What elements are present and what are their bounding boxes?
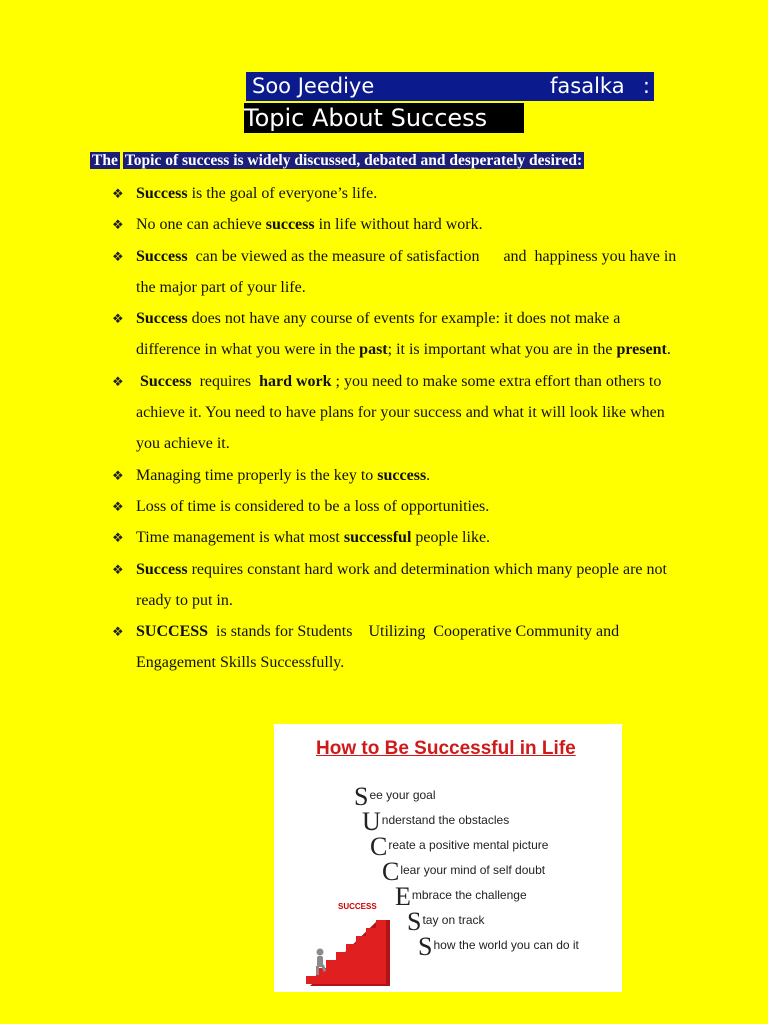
bold-term: successful (343, 529, 412, 547)
item-text: No one can achieve (136, 216, 266, 234)
acrostic-letter: U (362, 807, 381, 836)
list-item (112, 616, 682, 679)
infographic-title: How to Be Successful in Life (316, 738, 576, 759)
bold-term: Success (136, 310, 188, 328)
acrostic-text: reate a positive mental picture (388, 838, 549, 852)
bold-term: Success (136, 247, 188, 265)
bold-term: success (377, 466, 427, 484)
diamond-bullet-icon: ❖ (112, 248, 124, 264)
header-title-left: Soo Jeediye (246, 72, 522, 101)
acrostic-text: lear your mind of self doubt (400, 863, 546, 877)
diamond-bullet-icon: ❖ (112, 561, 124, 577)
success-infographic (274, 724, 622, 992)
acrostic-text: tay on track (422, 913, 485, 927)
intro-text: Topic of success is widely discussed, debated and desperately desired: (124, 152, 583, 169)
bold-term: SUCCESS (136, 623, 209, 641)
diamond-bullet-icon: ❖ (112, 373, 124, 389)
list-item (112, 460, 682, 491)
item-text: can be viewed as the measure of satisfaction and happiness you have in the major part of your life. (136, 247, 681, 296)
list-item (112, 491, 682, 522)
diamond-bullet-icon: ❖ (112, 186, 124, 201)
staircase-illustration (304, 910, 396, 986)
item-text: people like. (411, 529, 491, 547)
item-text: Time management is what most (136, 529, 344, 547)
item-text: requires (191, 372, 260, 390)
success-bullet-list (112, 178, 682, 679)
item-text: is the goal of (187, 185, 279, 202)
page-subtitle: Topic About Success (244, 103, 524, 133)
list-item (112, 178, 682, 209)
item-text: Managing time properly is the key to (136, 466, 378, 484)
item-text: requires constant hard work and determination which many people are not ready to put in. (136, 560, 667, 609)
acrostic-text: ee your goal (369, 788, 436, 802)
header-title-right: fasalka (550, 74, 625, 98)
intro-line (90, 150, 584, 172)
diamond-bullet-icon: ❖ (112, 530, 124, 546)
list-item (112, 209, 682, 240)
bold-term: Success (136, 185, 188, 202)
list-item (112, 366, 682, 460)
acrostic-text: mbrace the challenge (411, 888, 527, 902)
acrostic-letter: S (418, 932, 433, 961)
list-item (112, 303, 682, 366)
bold-term: past (359, 341, 388, 359)
acrostic-letter: S (354, 782, 369, 811)
list-item (112, 554, 682, 617)
stair-label: SUCCESS (338, 902, 377, 911)
diamond-bullet-icon: ❖ (112, 311, 124, 327)
list-item (112, 241, 682, 304)
item-text: Loss of time is considered to be a loss of opportunities. (136, 497, 490, 515)
header-title-right-box (522, 72, 654, 101)
acrostic-letter: C (382, 857, 400, 886)
acrostic-letter: E (395, 882, 411, 911)
acrostic-letter: C (370, 832, 388, 861)
item-text: everyone’s life. (278, 185, 378, 202)
diamond-bullet-icon: ❖ (112, 498, 124, 514)
diamond-bullet-icon: ❖ (112, 467, 124, 483)
diamond-bullet-icon: ❖ (112, 217, 124, 233)
acrostic-text: how the world you can do it (433, 938, 579, 952)
item-text: is stands for Students Utilizing Cooperative Community and Engagement Skills Successfully. (136, 623, 624, 672)
bold-term: Success (140, 372, 192, 390)
item-text: in life without hard work. (314, 216, 483, 234)
bold-term: present (616, 341, 667, 359)
list-item (112, 522, 682, 553)
acrostic-line (418, 932, 579, 962)
intro-first-word: The (92, 152, 118, 169)
item-text: ; you need to make some extra effort than others to achieve it. You need to have plans for your success and what it will look like when you achieve it. (136, 372, 665, 453)
header-title-colon: : (642, 74, 650, 98)
bold-term: success (265, 216, 315, 234)
diamond-bullet-icon: ❖ (112, 624, 124, 640)
header-title (246, 72, 654, 101)
bold-term: Success (136, 560, 188, 578)
acrostic-text: nderstand the obstacles (381, 813, 510, 827)
bold-term: hard work (259, 372, 332, 390)
item-text: . (426, 466, 431, 484)
item-text: does not have any course of events for example: it does not make a difference in what you were in the (136, 310, 621, 359)
acrostic-letter: S (407, 907, 422, 936)
item-text: . (666, 341, 671, 359)
item-text: ; it is important what you are in the (387, 341, 617, 359)
